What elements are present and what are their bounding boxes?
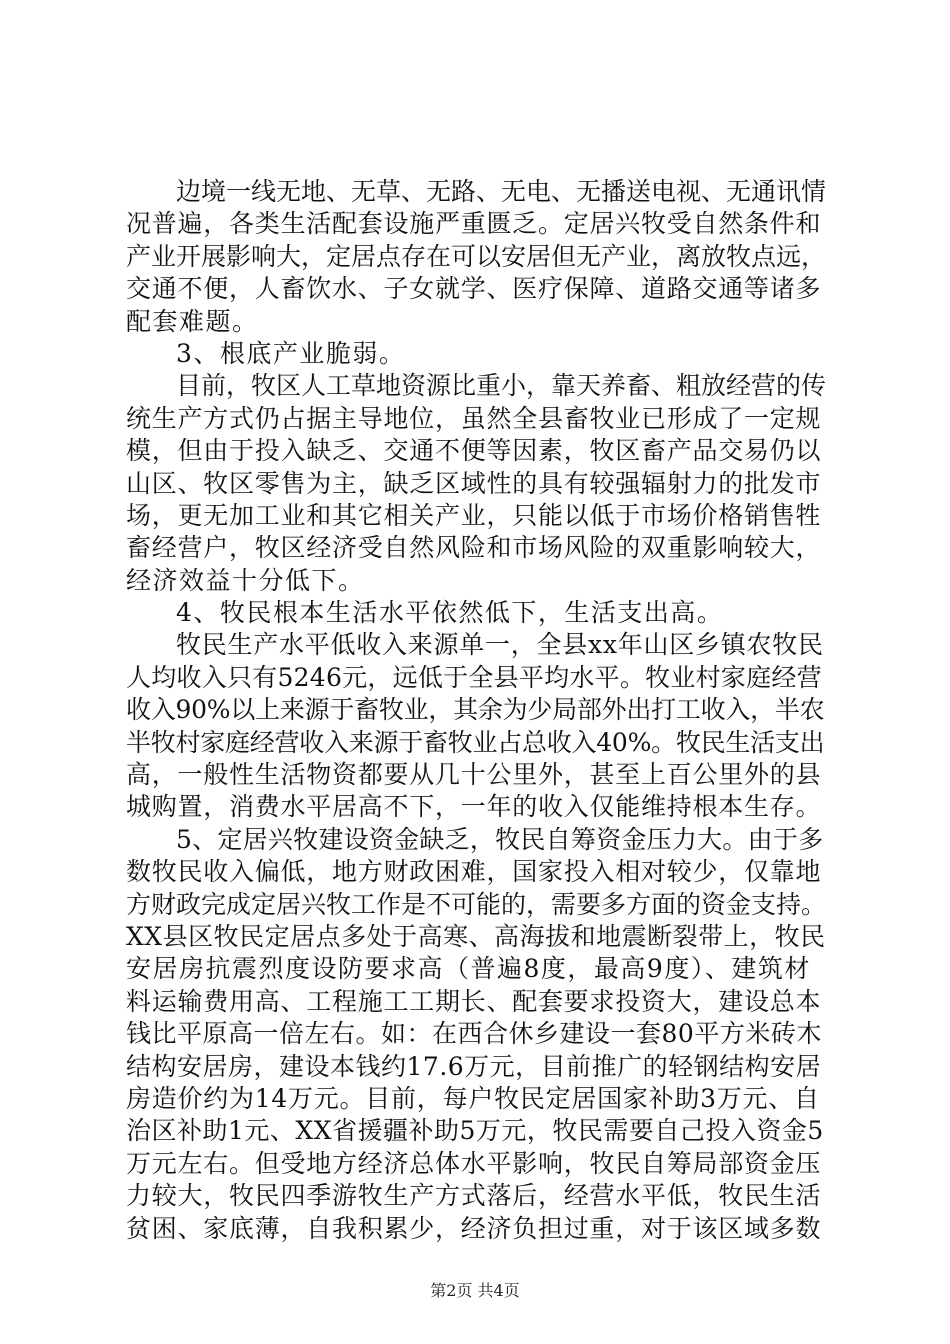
text-line: 统生产方式仍占据主导地位，虽然全县畜牧业已形成了一定规 xyxy=(126,403,822,433)
text-line: 贫困、家底薄，自我积累少，经济负担过重，对于该区域多数 xyxy=(126,1213,822,1243)
page-number-footer: 第2页 共4页 xyxy=(430,1281,520,1300)
text-line: 半牧村家庭经营收入来源于畜牧业占总收入40%。牧民生活支出 xyxy=(126,727,825,757)
text-line: 治区补助1元、XX省援疆补助5万元，牧民需要自己投入资金5 xyxy=(126,1116,824,1146)
text-line: 山区、牧区零售为主，缺乏区域性的具有较强辐射力的批发市 xyxy=(126,468,822,498)
text-line: 房造价约为14万元。目前，每户牧民定居国家补助3万元、自 xyxy=(126,1083,820,1113)
text-line: 力较大，牧民四季游牧生产方式落后，经营水平低，牧民生活 xyxy=(126,1181,822,1211)
text-line: 牧民生产水平低收入来源单一，全县xx年山区乡镇农牧民 xyxy=(176,630,824,660)
text-line: XX县区牧民定居点多处于高寒、高海拔和地震断裂带上，牧民 xyxy=(126,921,826,951)
text-line: 安居房抗震烈度设防要求高（普遍8度，最高9度）、建筑材 xyxy=(126,954,811,984)
document-body xyxy=(126,176,826,1245)
text-line: 料运输费用高、工程施工工期长、配套要求投资大，建设总本 xyxy=(126,986,822,1016)
text-line: 城购置，消费水平居高不下，一年的收入仅能维持根本生存。 xyxy=(126,792,822,822)
text-line: 产业开展影响大，定居点存在可以安居但无产业，离放牧点远， xyxy=(126,241,827,271)
text-line: 收入90%以上来源于畜牧业，其余为少局部外出打工收入，半农 xyxy=(126,695,825,725)
text-line: 模，但由于投入缺乏、交通不便等因素，牧区畜产品交易仍以 xyxy=(126,436,822,466)
text-line: 边境一线无地、无草、无路、无电、无播送电视、无通讯情 xyxy=(176,177,827,206)
text-line: 方财政完成定居兴牧工作是不可能的，需要多方面的资金支持。 xyxy=(126,889,827,919)
text-line: 场，更无加工业和其它相关产业，只能以低于市场价格销售牲 xyxy=(126,500,822,530)
text-line: 钱比平原高一倍左右。如：在西合休乡建设一套80平方米砖木 xyxy=(126,1019,822,1049)
section-heading: 3、根底产业脆弱。 xyxy=(176,338,406,368)
text-line: 目前，牧区人工草地资源比重小，靠天养畜、粗放经营的传 xyxy=(176,371,827,401)
text-line: 配套难题。 xyxy=(126,306,259,336)
text-line: 数牧民收入偏低，地方财政困难，国家投入相对较少，仅靠地 xyxy=(126,857,822,887)
text-line: 万元左右。但受地方经济总体水平影响，牧民自筹局部资金压 xyxy=(126,1148,822,1178)
text-line: 人均收入只有5246元，远低于全县平均水平。牧业村家庭经营 xyxy=(126,662,822,692)
text-line: 交通不便，人畜饮水、子女就学、医疗保障、道路交通等诸多 xyxy=(126,274,822,304)
text-line: 畜经营户，牧区经济受自然风险和市场风险的双重影响较大， xyxy=(126,533,822,563)
text-line: 高，一般性生活物资都要从几十公里外，甚至上百公里外的县 xyxy=(126,760,822,790)
section-heading: 5、定居兴牧建设资金缺乏，牧民自筹资金压力大。由于多 xyxy=(176,824,824,854)
text-line: 经济效益十分低下。 xyxy=(126,565,365,595)
text-line: 况普遍，各类生活配套设施严重匮乏。定居兴牧受自然条件和 xyxy=(126,209,822,239)
text-line: 结构安居房，建设本钱约17.6万元，目前推广的轻钢结构安居 xyxy=(126,1051,822,1081)
section-heading: 4、牧民根本生活水平依然低下，生活支出高。 xyxy=(176,598,724,628)
